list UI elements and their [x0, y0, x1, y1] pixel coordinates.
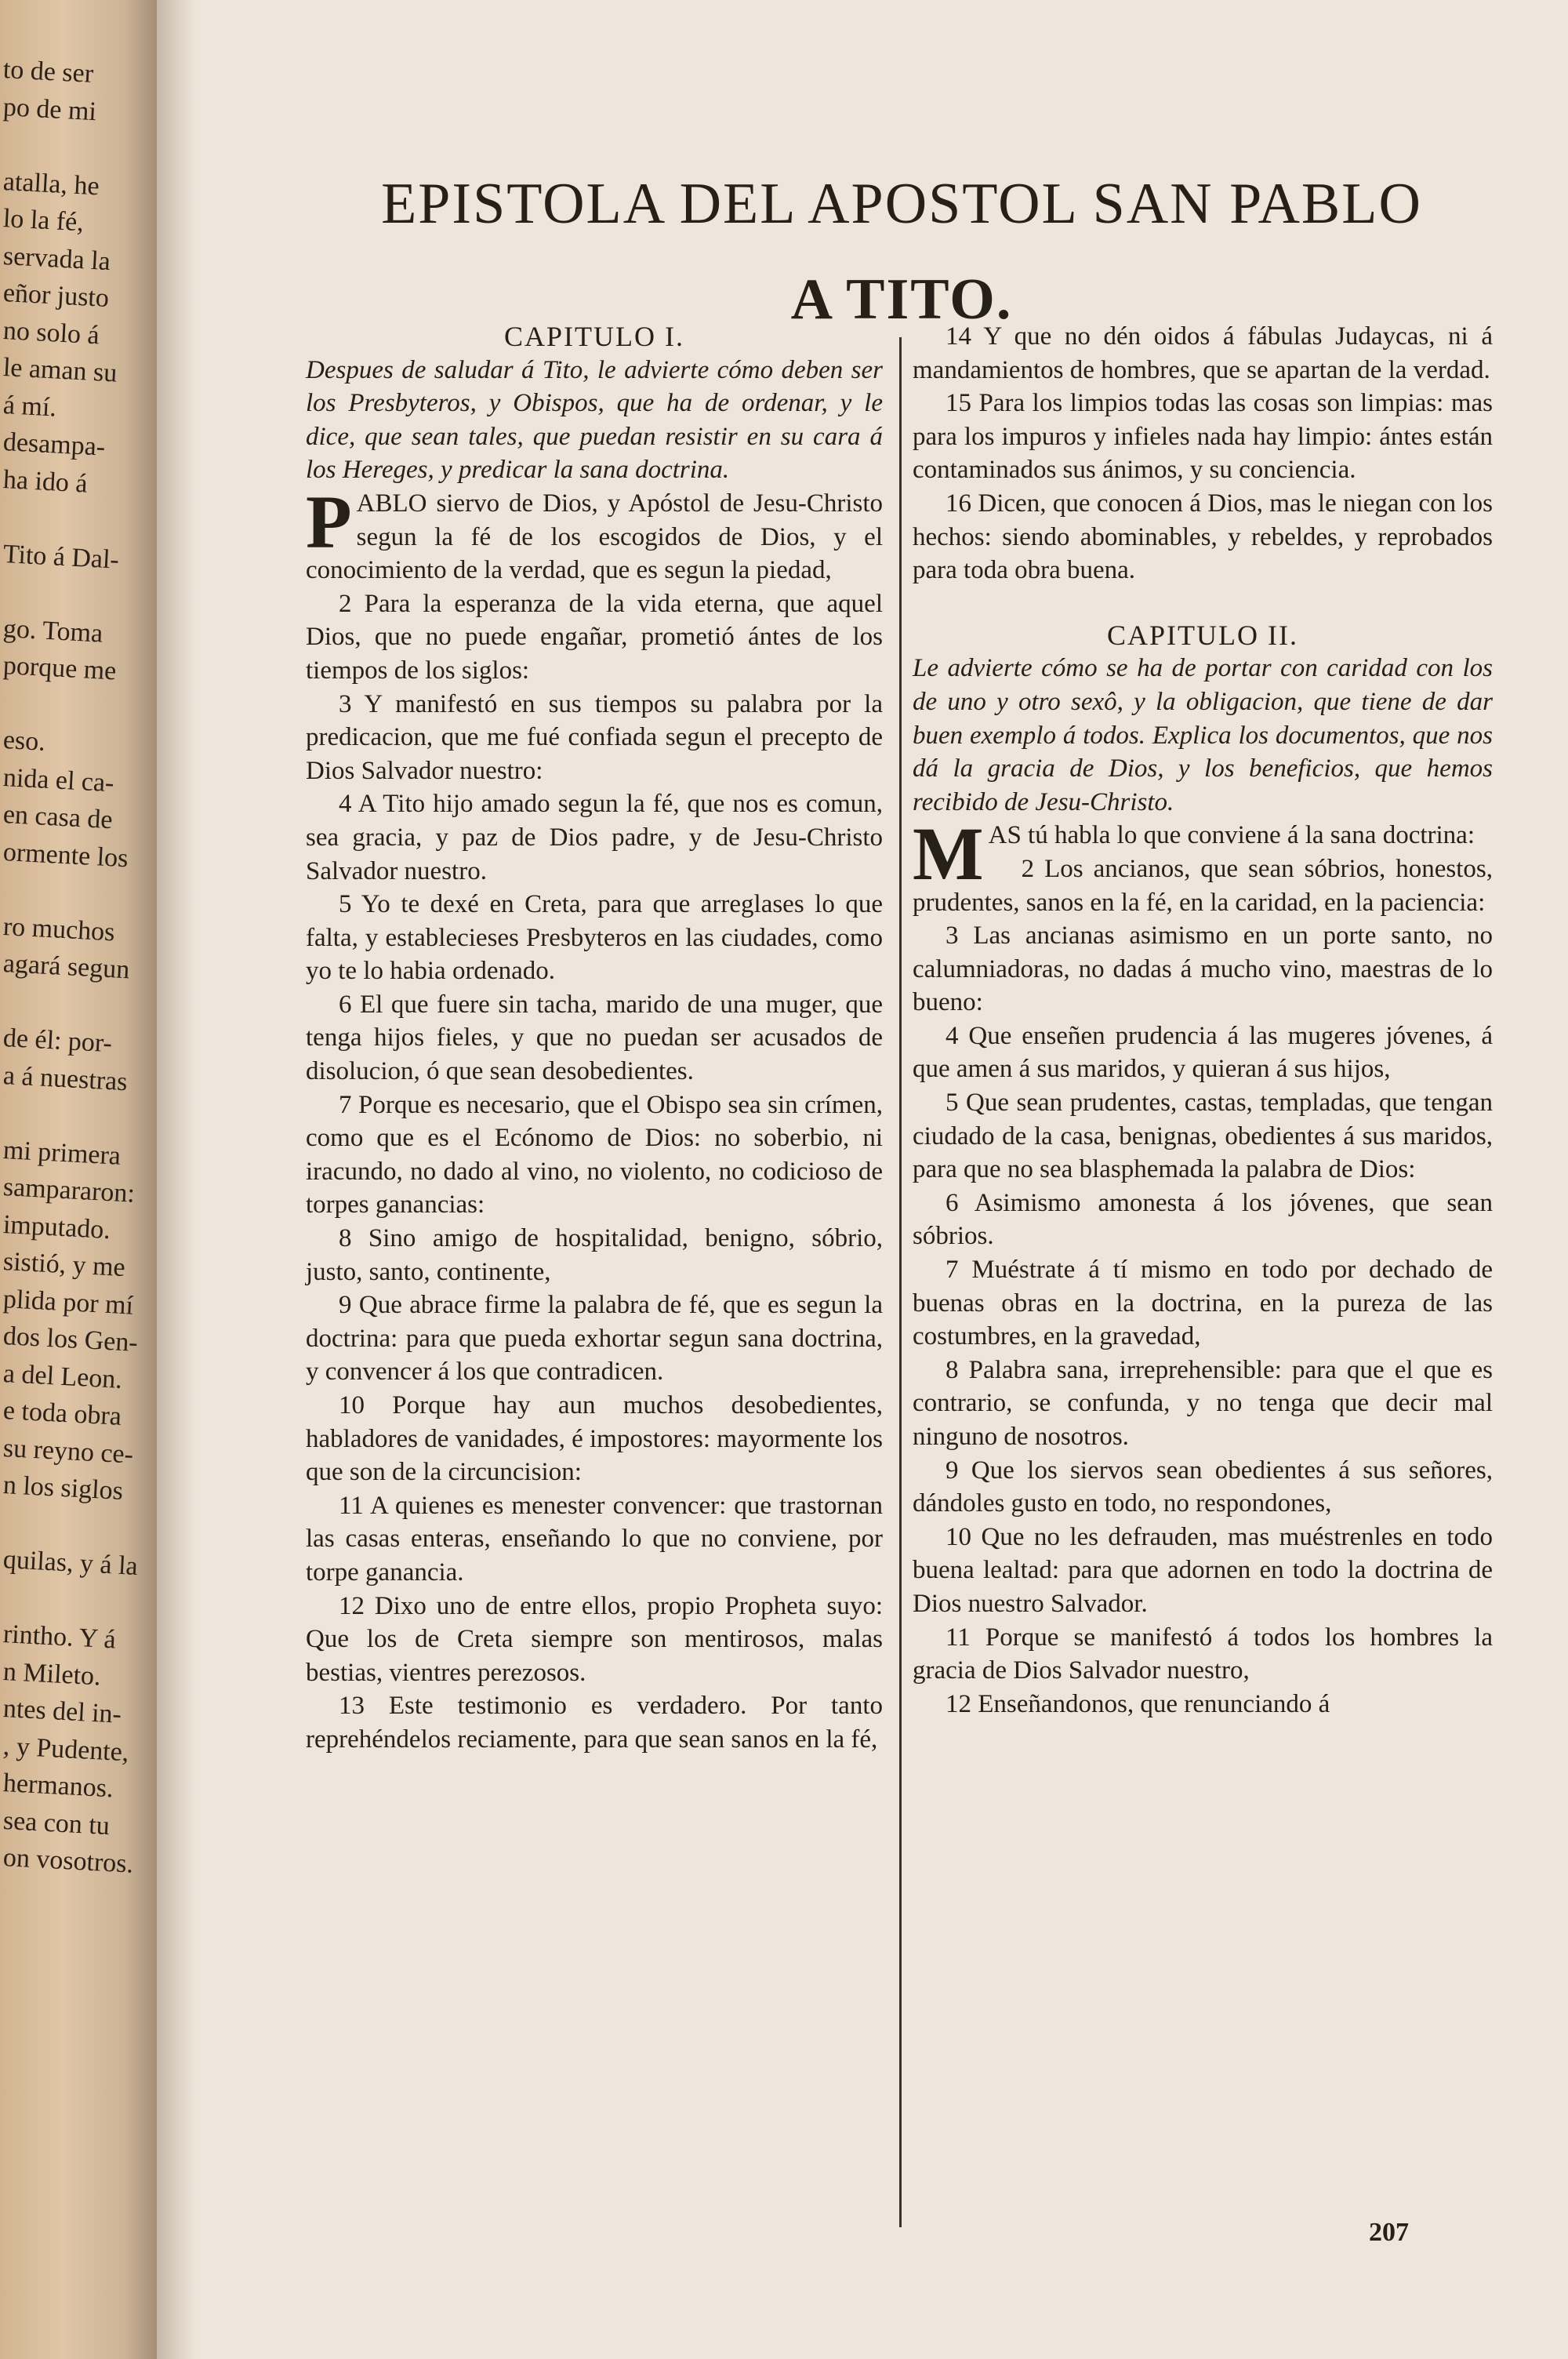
verse: 8 Palabra sana, irreprehensible: para que el que es contrario, se confunda, y no tenga que decir mal ninguno de nosotros. — [913, 1355, 1493, 1451]
chapter-1-heading: CAPITULO I. — [504, 321, 684, 352]
binding-shadow — [157, 0, 196, 2359]
facing-page-line: ro muchos — [2, 911, 116, 947]
facing-page-line: ha ido á — [2, 464, 89, 499]
facing-page-line: rintho. Y á — [2, 1619, 117, 1655]
facing-page-line: desampa- — [2, 427, 107, 462]
chapter-1-verses — [306, 587, 883, 1757]
facing-page-line: n Mileto. — [2, 1656, 102, 1692]
page-title-line-1: EPISTOLA DEL APOSTOL SAN PABLO — [381, 171, 1422, 236]
facing-page-line: su reyno ce- — [2, 1433, 134, 1470]
facing-page-line: ormente los — [2, 837, 129, 873]
page-title-line-2: A TITO. — [790, 267, 1013, 332]
facing-page-line: plida por mí — [2, 1284, 134, 1321]
facing-page-line: e toda obra — [2, 1396, 122, 1431]
verse: 3 Y manifestó en sus tiempos su palabra por la predicacion, que me fué confiada segun el precepto de Dios Salvador nuestro: — [306, 689, 883, 785]
facing-page-line: imputado. — [2, 1209, 111, 1245]
facing-page-line: a á nuestras — [2, 1060, 129, 1096]
drop-cap: M — [913, 812, 984, 896]
facing-page-line: sistió, y me — [2, 1247, 126, 1283]
facing-page-line: on vosotros. — [2, 1843, 135, 1879]
facing-page-line: quilas, y á la — [2, 1545, 139, 1581]
facing-page-line: servada la — [2, 241, 111, 276]
facing-page-line: eñor justo — [2, 278, 110, 314]
facing-page-line: n los siglos — [2, 1470, 124, 1506]
drop-cap: P — [306, 479, 352, 564]
verse: 6 El que fuere sin tacha, marido de una muger, que tenga hijos fieles, y que no puedan ser acusados de disolucion, ó que sean desobedientes. — [306, 990, 883, 1086]
verse: 16 Dicen, que conocen á Dios, mas le niegan con los hechos: siendo abominables, y rebeldes, y reprobados para toda obra buena. — [913, 489, 1493, 585]
facing-page-line: to de ser — [2, 55, 95, 89]
verse: 8 Sino amigo de hospitalidad, benigno, sóbrio, justo, santo, continente, — [306, 1224, 883, 1286]
facing-page-line: no solo á — [2, 315, 100, 350]
column-divider — [899, 337, 902, 2227]
facing-page-line: agará segun — [2, 949, 131, 985]
facing-page-line: a del Leon. — [2, 1358, 123, 1394]
verse-text: ABLO siervo de Dios, y Apóstol de Jesu-Christo segun la fé de los escogidos de Dios, y el conocimiento de la verdad, que es segun la piedad, — [306, 489, 883, 585]
verse: 5 Que sean prudentes, castas, templadas, que tengan ciudado de la casa, benignas, obedientes á sus maridos, para que no sea blasphemada la palabra de Dios: — [913, 1089, 1493, 1184]
facing-page-line: á mí. — [2, 390, 57, 423]
facing-page-line: dos los Gen- — [2, 1321, 139, 1358]
facing-page-line: nida el ca- — [2, 762, 115, 798]
facing-page-line: sampararon: — [2, 1172, 136, 1209]
facing-page-edge — [0, 0, 157, 2359]
verse: 12 Dixo uno de entre ellos, propio Propheta suyo: Que los de Creta siempre son mentirosos, malas bestias, vientres perezosos. — [306, 1591, 883, 1687]
verse: 2 Para la esperanza de la vida eterna, que aquel Dios, que no puede engañar, prometió ántes de los tiempos de los siglos: — [306, 589, 883, 685]
left-column — [306, 320, 883, 1757]
facing-page-line: go. Toma — [2, 613, 104, 649]
verse: 4 A Tito hijo amado segun la fé, que nos es comun, sea gracia, y paz de Dios padre, y de Jesu-Christo Salvador nuestro. — [306, 790, 883, 885]
page-number: 207 — [1369, 2218, 1409, 2247]
facing-page-line: atalla, he — [2, 166, 100, 201]
verse: 4 Que enseñen prudencia á las mugeres jóvenes, á que amen á sus maridos, y quieran á sus hijos, — [913, 1021, 1493, 1084]
verse: 15 Para los limpios todas las cosas son limpias: mas para los impuros y infieles nada hay limpio: ántes están contaminados sus ánimos, y su conciencia. — [913, 389, 1493, 485]
chapter-2-heading: CAPITULO II. — [1107, 619, 1298, 651]
verse: 9 Que abrace firme la palabra de fé, que es segun la doctrina: para que pueda exhortar segun sana doctrina, y convencer á los que contradicen. — [306, 1291, 883, 1387]
facing-page-line: , y Pudente, — [2, 1731, 130, 1767]
verse: 13 Este testimonio es verdadero. Por tanto reprehéndelos reciamente, para que sean sanos en la fé, — [306, 1692, 883, 1754]
verse: 11 A quienes es menester convencer: que trastornan las casas enteras, enseñando lo que no conviene, por torpe ganancia. — [306, 1491, 883, 1587]
facing-page-line: eso. — [2, 725, 46, 757]
facing-page-line: mi primera — [2, 1135, 122, 1171]
facing-page-line: porque me — [2, 651, 118, 686]
facing-page-line: le aman su — [2, 353, 118, 388]
facing-page-line: po de mi — [2, 92, 97, 126]
verse: 5 Yo te dexé en Creta, para que arreglases lo que falta, y establecieses Presbyteros en las ciudades, como yo te lo habia ordenado. — [306, 890, 883, 986]
chapter-1-summary: Despues de saludar á Tito, le advierte cómo deben ser los Presbyteros, y Obispos, que ha de ordenar, y le dice, que sean tales, que puedan resistir en su cara á los Hereges, y predicar la sana doctrina. — [306, 355, 883, 485]
facing-page-line: lo la fé, — [2, 204, 85, 238]
facing-page-line: ntes del in- — [2, 1694, 122, 1729]
verse-text: AS tú habla lo que conviene á la sana doctrina: — [988, 821, 1475, 850]
verse: 10 Que no les defrauden, mas muéstrenles en todo buena lealtad: para que adornen en todo la doctrina de Dios nuestro Salvador. — [913, 1522, 1493, 1618]
right-column — [913, 320, 1493, 1721]
verse: 9 Que los siervos sean obedientes á sus señores, dándoles gusto en todo, no respondones, — [913, 1456, 1493, 1518]
verse: 12 Enseñandonos, que renunciando á — [946, 1689, 1330, 1718]
facing-page-line: sea con tu — [2, 1805, 111, 1841]
facing-page-line: Tito á Dal- — [2, 539, 120, 575]
facing-page-line: hermanos. — [2, 1768, 114, 1804]
verse: 14 Y que no dén oidos á fábulas Judaycas, ni á mandamientos de hombres, que se apartan de la verdad. — [913, 322, 1493, 384]
facing-page-line: de él: por- — [2, 1023, 113, 1059]
chapter-2-summary: Le advierte cómo se ha de portar con caridad con los de uno y otro sexô, y la obligacion, que tiene de dar buen exemplo á todos. Explica los documentos, que nos dá la gracia de Dios, y los beneficios, que hemos recibido de Jesu-Christo. — [913, 654, 1493, 816]
verse: 7 Muéstrate á tí mismo en todo por dechado de buenas obras en la doctrina, en la pureza de las costumbres, en la gravedad, — [913, 1256, 1493, 1351]
verse: 3 Las ancianas asimismo en un porte santo, no calumniadoras, no dadas á mucho vino, maestras de lo bueno: — [913, 921, 1493, 1017]
chapter-2-verses — [913, 852, 1493, 1721]
verse: 2 Los ancianos, que sean sóbrios, honestos, prudentes, sanos en la fé, en la caridad, en la paciencia: — [913, 854, 1493, 917]
verse: 11 Porque se manifestó á todos los hombres la gracia de Dios Salvador nuestro, — [913, 1623, 1493, 1685]
chapter-1-verse-1 — [306, 479, 883, 587]
facing-page-line: en casa de — [2, 800, 114, 835]
verse: 10 Porque hay aun muchos desobedientes, habladores de vanidades, é impostores: mayormente los que son de la circuncision: — [306, 1391, 883, 1487]
chapter-1-verses-continued — [913, 320, 1493, 587]
verse: 7 Porque es necesario, que el Obispo sea sin crímen, como que es el Ecónomo de Dios: no soberbio, ni iracundo, no dado al vino, no violento, no codicioso de torpes ganancias: — [306, 1090, 883, 1219]
verse: 6 Asimismo amonesta á los jóvenes, que sean sóbrios. — [913, 1188, 1493, 1251]
